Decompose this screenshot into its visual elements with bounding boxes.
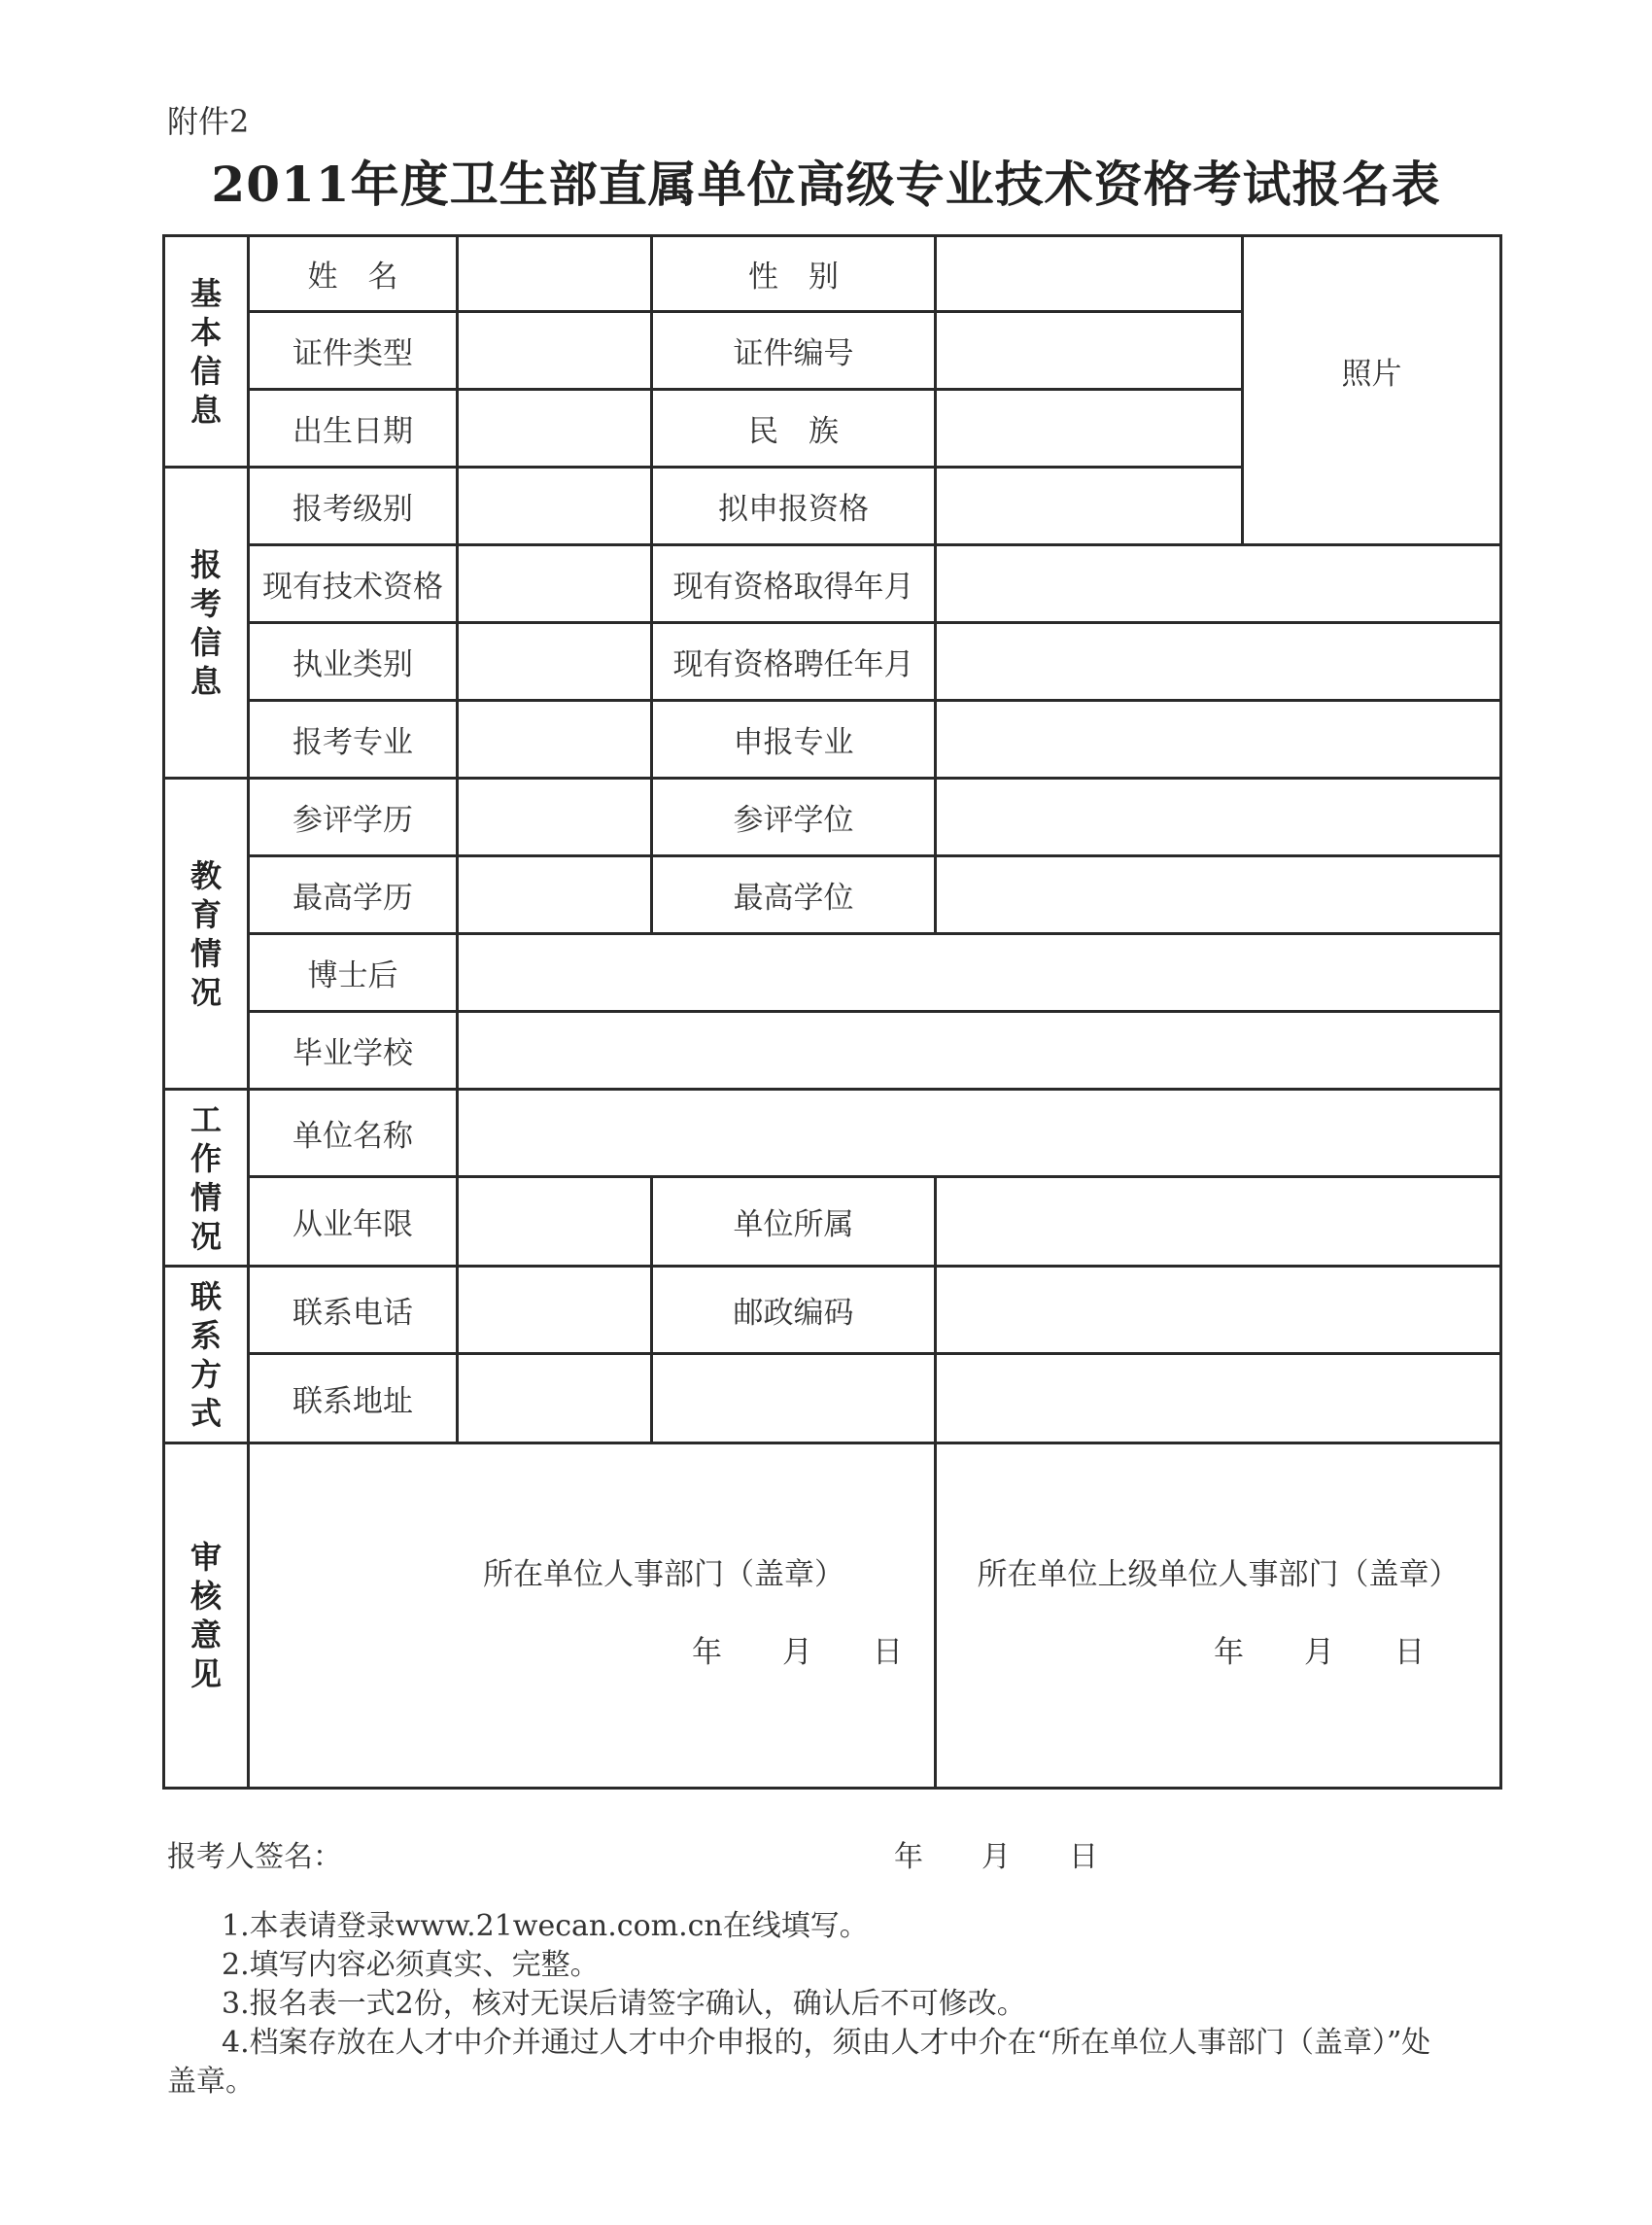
label-exam-level: 报考级别 bbox=[293, 492, 413, 527]
label-phone: 联系电话 bbox=[293, 1296, 413, 1331]
label-highest-degree: 最高学位 bbox=[733, 881, 854, 916]
label-id-type: 证件类型 bbox=[293, 336, 413, 371]
label-postal-code: 邮政编码 bbox=[733, 1296, 854, 1331]
review-unit-hr: 所在单位人事部门（盖章） bbox=[483, 1556, 844, 1592]
section-review-label: 审核意见 bbox=[189, 1539, 222, 1692]
label-target-qualification: 拟申报资格 bbox=[718, 492, 869, 527]
photo-bottom bbox=[1243, 543, 1502, 546]
review-unit-hr-date: 年 月 日 bbox=[692, 1634, 903, 1670]
section-exam-label: 报考信息 bbox=[189, 545, 222, 700]
label-years-in-profession: 从业年限 bbox=[293, 1207, 413, 1242]
label-eval-education: 参评学历 bbox=[293, 803, 413, 838]
section-education-label: 教育情况 bbox=[189, 856, 222, 1011]
label-gender: 性 别 bbox=[748, 260, 839, 295]
review-superior-hr-date: 年 月 日 bbox=[1214, 1634, 1425, 1670]
label-address: 联系地址 bbox=[293, 1384, 413, 1419]
notes bbox=[167, 1907, 1460, 2102]
label-id-number: 证件编号 bbox=[733, 336, 854, 371]
photo-box: 照片 bbox=[1341, 357, 1402, 392]
note-item: 4.档案存放在人才中介并通过人才中介申报的，须由人才中介在“所在单位人事部门（盖章）”处盖章。 bbox=[167, 2026, 1431, 2099]
applicant-signature-date: 年 月 日 bbox=[894, 1840, 1098, 1874]
label-employer-affiliation: 单位所属 bbox=[733, 1207, 854, 1242]
section-exam-info bbox=[165, 469, 247, 777]
col-line-value bbox=[934, 1175, 937, 1442]
label-declared-specialty: 申报专业 bbox=[733, 725, 854, 760]
col-line-value bbox=[934, 234, 937, 932]
label-current-qualification: 现有技术资格 bbox=[262, 570, 443, 605]
section-contact bbox=[165, 1268, 247, 1442]
section-review bbox=[165, 1444, 247, 1787]
note-item: 1.本表请登录www.21wecan.com.cn在线填写。 bbox=[222, 1909, 869, 1943]
section-work-label: 工作情况 bbox=[189, 1100, 222, 1255]
section-contact-label: 联系方式 bbox=[189, 1277, 222, 1432]
label-ethnicity: 民 族 bbox=[748, 414, 839, 449]
label-postdoc: 博士后 bbox=[307, 958, 398, 993]
applicant-signature-label: 报考人签名： bbox=[167, 1840, 342, 1874]
attachment-label: 附件2 bbox=[167, 103, 250, 140]
label-graduated-school: 毕业学校 bbox=[293, 1036, 413, 1071]
label-exam-specialty: 报考专业 bbox=[293, 725, 413, 760]
note-item: 2.填写内容必须真实、完整。 bbox=[222, 1948, 600, 1982]
label-employer-name: 单位名称 bbox=[293, 1119, 413, 1154]
label-name: 姓 名 bbox=[307, 260, 398, 295]
label-qualification-appointed: 现有资格聘任年月 bbox=[672, 647, 914, 682]
label-qualification-obtained: 现有资格取得年月 bbox=[672, 570, 914, 605]
form-title: 2011年度卫生部直属单位高级专业技术资格考试报名表 bbox=[211, 156, 1441, 213]
section-education bbox=[165, 780, 247, 1088]
border-bottom bbox=[162, 1787, 1502, 1790]
label-practice-category: 执业类别 bbox=[293, 647, 413, 682]
col-line-label bbox=[456, 234, 459, 1442]
label-birth-date: 出生日期 bbox=[293, 414, 413, 449]
label-eval-degree: 参评学位 bbox=[733, 803, 854, 838]
section-work bbox=[165, 1091, 247, 1265]
review-divider bbox=[934, 1442, 937, 1790]
sep-contact-review bbox=[162, 1442, 1502, 1444]
section-basic-label: 基本信息 bbox=[189, 274, 222, 429]
review-superior-hr: 所在单位上级单位人事部门（盖章） bbox=[977, 1556, 1460, 1592]
section-basic-info bbox=[165, 237, 247, 466]
note-item: 3.报名表一式2份，核对无误后请签字确认，确认后不可修改。 bbox=[222, 1987, 1026, 2021]
registration-form bbox=[162, 234, 1502, 1790]
label-highest-education: 最高学历 bbox=[293, 881, 413, 916]
